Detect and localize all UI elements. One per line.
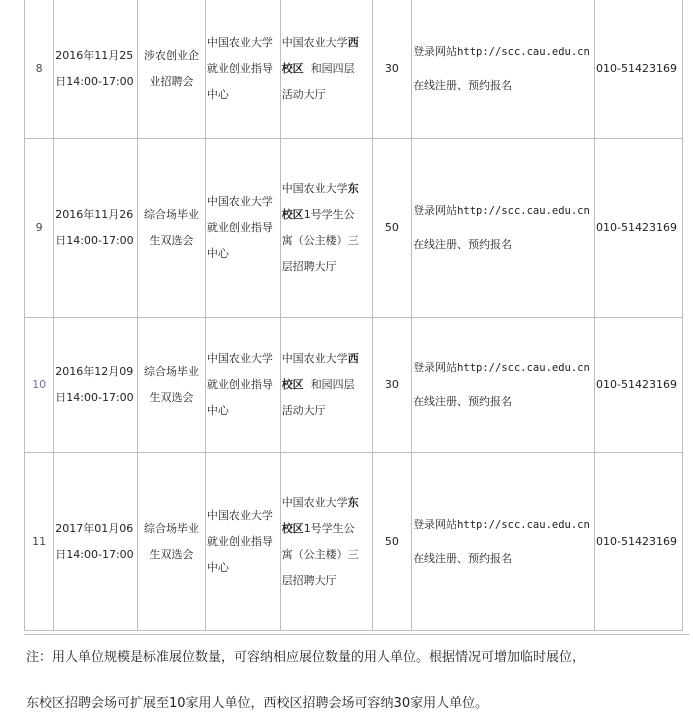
venue-prefix: 中国农业大学	[281, 35, 348, 49]
phone-cell: 010-51423169	[595, 318, 683, 453]
venue-campus-suffix: 校区	[281, 378, 304, 391]
event-name-line: 综合场毕业	[144, 521, 200, 535]
venue-cell	[280, 139, 372, 318]
footnote-line-2: 东校区招聘会场可扩展至10家用人单位，西校区招聘会场可容纳30家用人单位。	[26, 696, 489, 711]
venue-line	[282, 516, 371, 542]
footnote	[24, 634, 689, 727]
venue-line	[282, 372, 371, 398]
registration-prefix: 登录网站	[413, 204, 458, 217]
registration-line	[413, 512, 593, 538]
date: 2017年01月06	[55, 521, 134, 535]
registration-url: http://scc.cau.edu.cn	[457, 362, 590, 374]
row-number: 10	[25, 318, 54, 453]
venue-cell	[280, 453, 372, 631]
registration-line	[413, 355, 593, 381]
venue-line	[282, 346, 371, 372]
venue-cell	[280, 318, 372, 453]
registration-url: http://scc.cau.edu.cn	[457, 205, 590, 217]
date: 2016年11月25	[55, 48, 134, 62]
venue-detail: 活动大厅	[281, 404, 326, 417]
venue-line	[282, 202, 371, 228]
event-name-line: 生双选会	[149, 234, 194, 247]
venue-prefix: 中国农业大学	[281, 352, 348, 365]
venue-line	[282, 490, 371, 516]
venue-detail: 层招聘大厅	[281, 573, 337, 587]
scale-cell: 30	[372, 318, 411, 453]
date-time-cell	[54, 0, 138, 139]
registration-prefix: 登录网站	[413, 361, 458, 374]
scale-cell: 50	[372, 453, 411, 631]
organizer-line: 就业创业指导	[206, 534, 273, 548]
date: 2016年12月09	[55, 365, 134, 378]
date-time-cell	[54, 453, 138, 631]
time: 日14:00-17:00	[55, 234, 134, 247]
venue-detail: 寓（公主楼）三	[281, 234, 359, 247]
event-name-cell	[138, 318, 206, 453]
organizer-cell	[205, 318, 280, 453]
registration-suffix: 在线注册、预约报名	[413, 238, 513, 251]
organizer-line: 中心	[206, 404, 229, 417]
table-row	[25, 139, 683, 318]
venue-line	[282, 176, 371, 202]
organizer-line: 中国农业大学	[206, 35, 273, 49]
row-number: 9	[25, 139, 54, 318]
event-name-line: 综合场毕业	[144, 365, 200, 378]
phone-cell: 010-51423169	[595, 0, 683, 139]
registration-line	[413, 39, 593, 65]
venue-line	[282, 56, 371, 82]
organizer-line: 就业创业指导	[206, 378, 273, 391]
scale-cell: 30	[372, 0, 411, 139]
venue-detail: 活动大厅	[281, 87, 326, 101]
organizer-line: 中国农业大学	[206, 195, 273, 208]
venue-prefix: 中国农业大学	[281, 495, 348, 509]
table-row	[25, 0, 683, 139]
event-name-line: 生双选会	[149, 547, 194, 561]
phone-cell: 010-51423169	[595, 139, 683, 318]
organizer-cell	[205, 0, 280, 139]
venue-line	[282, 30, 371, 56]
registration-line	[413, 198, 593, 224]
event-name-line: 生双选会	[149, 391, 194, 404]
time: 日14:00-17:00	[55, 74, 134, 88]
venue-campus: 西	[347, 352, 359, 365]
registration-cell	[412, 318, 595, 453]
venue-detail: 和园四层	[310, 378, 355, 391]
venue-campus-suffix: 校区	[281, 61, 304, 75]
registration-suffix: 在线注册、预约报名	[413, 78, 513, 92]
venue-detail: 层招聘大厅	[281, 260, 337, 273]
venue-detail: 1号学生公	[303, 208, 355, 221]
row-number: 8	[25, 0, 54, 139]
registration-prefix: 登录网站	[413, 44, 458, 58]
event-name-cell	[138, 139, 206, 318]
venue-campus: 东	[347, 182, 359, 195]
time: 日14:00-17:00	[55, 547, 134, 561]
event-name-line: 综合场毕业	[144, 208, 200, 221]
venue-detail: 寓（公主楼）三	[281, 547, 359, 561]
organizer-line: 中心	[206, 560, 229, 574]
registration-suffix: 在线注册、预约报名	[413, 551, 513, 565]
venue-campus-suffix: 校区	[281, 208, 304, 221]
venue-campus: 东	[347, 495, 359, 509]
date-time-cell	[54, 318, 138, 453]
organizer-line: 中国农业大学	[206, 352, 273, 365]
organizer-cell	[205, 453, 280, 631]
job-fair-table	[24, 0, 683, 631]
venue-detail: 和园四层	[310, 61, 355, 75]
date-time-cell	[54, 139, 138, 318]
organizer-cell	[205, 139, 280, 318]
footnote-line-1: 注：用人单位规模是标准展位数量，可容纳相应展位数量的用人单位。根据情况可增加临时展位，	[26, 650, 586, 665]
registration-prefix: 登录网站	[413, 517, 458, 531]
organizer-line: 中国农业大学	[206, 508, 273, 522]
registration-url: http://scc.cau.edu.cn	[457, 518, 590, 531]
venue-campus-suffix: 校区	[281, 521, 304, 535]
registration-url: http://scc.cau.edu.cn	[457, 45, 590, 58]
organizer-line: 就业创业指导	[206, 61, 273, 75]
venue-prefix: 中国农业大学	[281, 182, 348, 195]
registration-cell	[412, 0, 595, 139]
event-name-cell	[138, 453, 206, 631]
venue-campus: 西	[347, 35, 359, 49]
event-name-line: 业招聘会	[149, 74, 194, 88]
event-name-cell	[138, 0, 206, 139]
organizer-line: 就业创业指导	[206, 221, 273, 234]
venue-cell	[280, 0, 372, 139]
organizer-line: 中心	[206, 87, 229, 101]
venue-detail: 1号学生公	[303, 521, 355, 535]
table-row	[25, 453, 683, 631]
scale-cell: 50	[372, 139, 411, 318]
registration-suffix: 在线注册、预约报名	[413, 395, 513, 408]
time: 日14:00-17:00	[55, 391, 134, 404]
table-row	[25, 318, 683, 453]
date: 2016年11月26	[55, 208, 134, 221]
organizer-line: 中心	[206, 247, 229, 260]
event-name-line: 涉农创业企	[144, 48, 200, 62]
phone-cell: 010-51423169	[595, 453, 683, 631]
row-number: 11	[25, 453, 54, 631]
registration-cell	[412, 453, 595, 631]
registration-cell	[412, 139, 595, 318]
